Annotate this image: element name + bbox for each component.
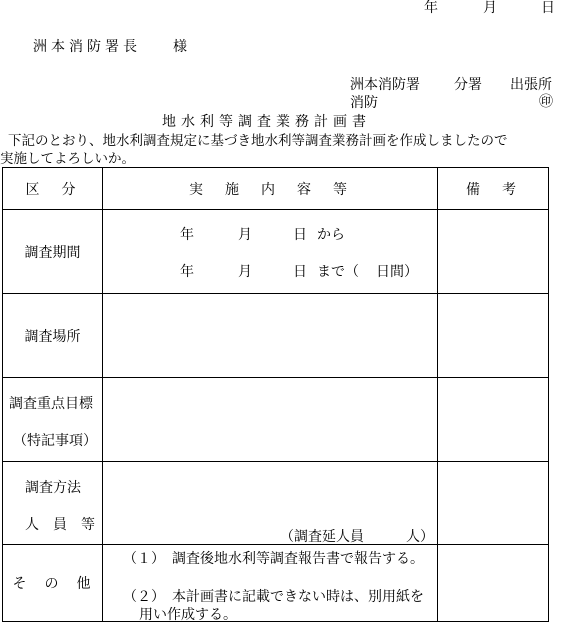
period-start-month: 月 [238,227,252,243]
addressee: 洲本消防署長 [33,39,141,55]
intro-line-1: 下記のとおり、地水利調査規定に基づき地水利等調査業務計画を作成しましたので [8,133,508,149]
period-start-year: 年 [180,227,194,243]
table-row-divider-focus [3,461,548,462]
header-category: 区 分 [25,181,80,198]
period-label: 調査期間 [24,244,81,261]
table-row-divider-location [3,377,548,378]
period-end-suffix: まで（ [317,264,359,280]
other-note-1: （１） 調査後地水利等調査報告書で報告する。 [123,551,424,567]
date-month-label: 月 [483,0,497,16]
addressee-honorific: 様 [173,39,187,55]
sender-branch: 分署 [454,77,482,93]
focus-sublabel: （特記事項） [13,433,97,449]
method-label: 調査方法 [25,480,81,496]
period-start-suffix: から [317,227,345,243]
other-label: そ の 他 [12,576,93,592]
period-end-month: 月 [238,264,252,280]
table-col-divider-1 [102,168,103,621]
sender-prefix: 消防 [350,95,378,111]
focus-label: 調査重点目標 [9,396,93,412]
header-content: 実 施 内 容 等 [189,181,351,198]
period-start-day: 日 [293,227,307,243]
period-end-day: 日 [293,264,307,280]
document-title: 地水利等調査業務計画書 [162,114,371,130]
period-days-unit: 日間） [376,264,418,280]
method-personnel-note: （調査延人員 人） [280,529,434,545]
sender-outpost: 出張所 [510,77,552,93]
intro-line-2: 実施してよろしいか。 [0,151,135,167]
period-end-year: 年 [180,264,194,280]
table-col-divider-2 [437,168,438,621]
method-sublabel: 人 員 等 [25,517,95,533]
date-year-label: 年 [424,0,438,16]
other-note-2-line-2: 用い作成する。 [139,607,237,623]
other-note-2-line-1: （２） 本計画書に記載できない時は、別用紙を [123,589,424,605]
seal-mark: ㊞ [539,94,553,110]
sender-org: 洲本消防署 [350,77,420,93]
header-remarks: 備 考 [466,181,520,198]
plan-table [2,167,549,622]
location-label: 調査場所 [24,328,81,345]
date-day-label: 日 [541,0,555,16]
